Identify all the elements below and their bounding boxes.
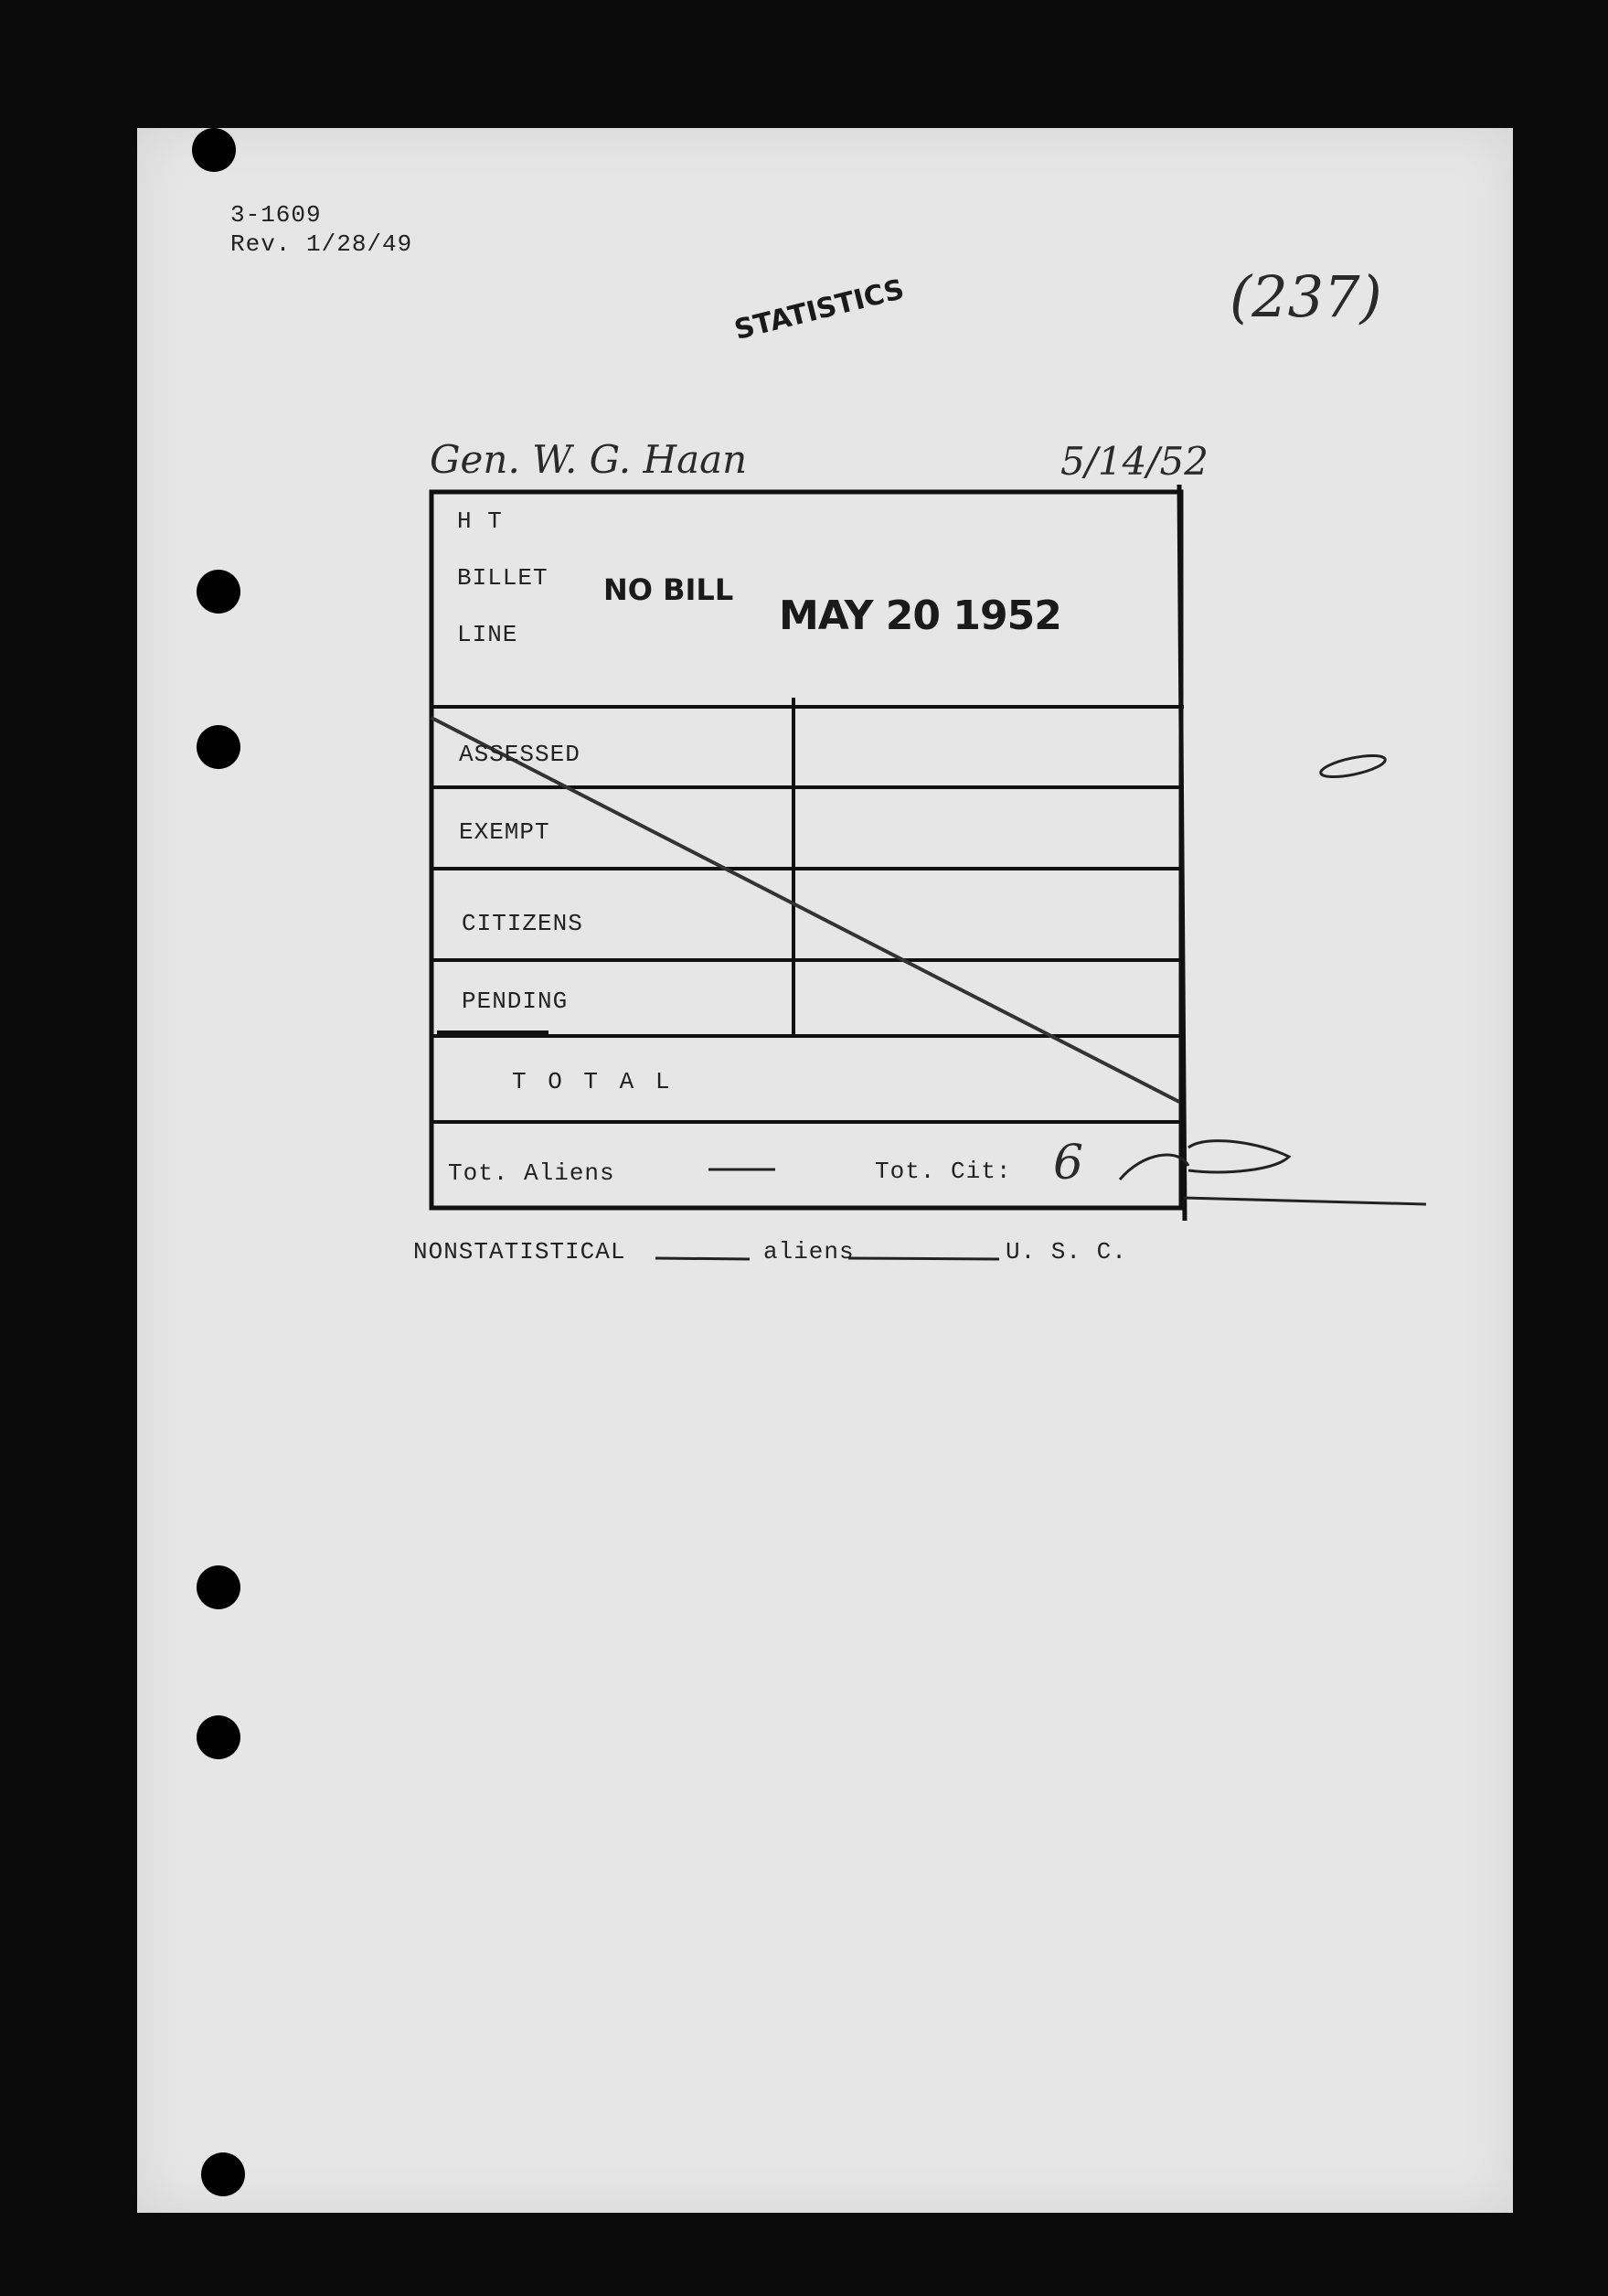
form-revision: Rev. 1/28/49 (230, 230, 413, 258)
nonstatistical-aliens: aliens (763, 1238, 855, 1265)
date-stamp: MAY 20 1952 (779, 593, 1061, 639)
row-label-assessed: ASSESSED (459, 741, 580, 768)
total-citizens-label: Tot. Cit: (875, 1158, 1012, 1185)
vessel-name: Gen. W. G. Haan (430, 437, 748, 482)
handwritten-date: 5/14/52 (1060, 439, 1209, 484)
file-number: (237) (1230, 263, 1382, 330)
billet-label: BILLET (457, 564, 548, 592)
row-label-exempt: EXEMPT (459, 818, 550, 846)
nonstatistical-usc: U. S. C. (1006, 1238, 1127, 1265)
line-label: LINE (457, 621, 518, 648)
total-label: T O T A L (512, 1068, 674, 1095)
total-citizens-value: 6 (1053, 1136, 1084, 1191)
nonstatistical-label: NONSTATISTICAL (413, 1238, 626, 1265)
no-bill-stamp: NO BILL (603, 572, 734, 607)
row-label-citizens: CITIZENS (462, 910, 583, 937)
form-number: 3-1609 (230, 201, 322, 229)
ht-label: H T (457, 507, 503, 535)
statistics-stamp: STATISTICS (731, 273, 908, 347)
total-aliens-label: Tot. Aliens (448, 1159, 615, 1187)
row-label-pending: PENDING (462, 988, 569, 1015)
